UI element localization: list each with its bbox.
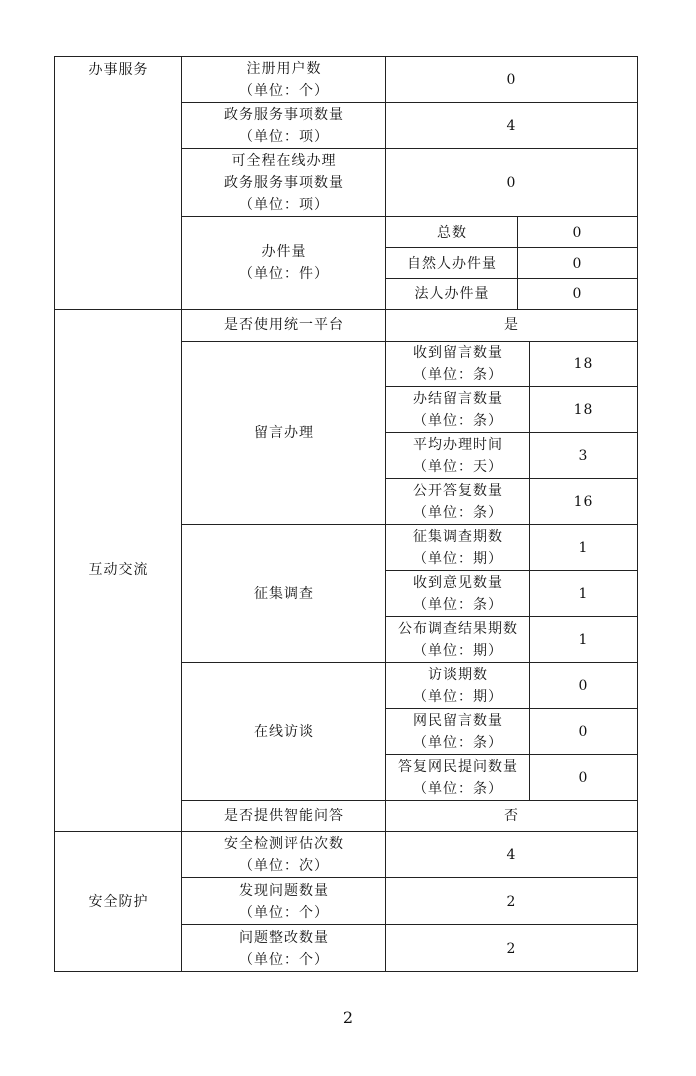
row-divider — [386, 247, 638, 248]
table-border-left — [54, 56, 55, 972]
row-divider — [182, 800, 638, 801]
row-divider — [55, 831, 638, 832]
survey-periods-value: 1 — [578, 540, 589, 556]
column-divider — [517, 217, 518, 309]
issues-found-label: 发现问题数量 （单位：个） — [239, 882, 329, 921]
row-divider — [182, 216, 638, 217]
messages-public-replies-label: 公开答复数量 （单位：条） — [413, 483, 503, 521]
row-divider — [386, 278, 638, 279]
online-items-value: 0 — [506, 175, 517, 191]
survey-group-label: 征集调查 — [254, 586, 314, 602]
column-divider — [385, 56, 386, 972]
unified-platform-label: 是否使用统一平台 — [224, 317, 344, 333]
messages-resolved-value: 18 — [573, 402, 594, 418]
cases-natural-value: 0 — [572, 255, 583, 272]
section-title-interaction: 互动交流 — [88, 562, 149, 578]
row-divider — [386, 386, 638, 387]
row-divider — [182, 148, 638, 149]
cases-natural-label: 自然人办件量 — [407, 255, 497, 272]
registered-users-label: 注册用户数 （单位：个） — [239, 61, 329, 99]
interview-answered-label: 答复网民提问数量 （单位：条） — [398, 759, 518, 797]
page-number: 2 — [342, 1008, 354, 1027]
interview-netizen-messages-label: 网民留言数量 （单位：条） — [413, 713, 503, 751]
row-divider — [182, 341, 638, 342]
interview-periods-label: 访谈期数 （单位：期） — [413, 667, 503, 705]
interview-group-label: 在线访谈 — [254, 724, 314, 740]
row-divider — [386, 570, 638, 571]
section-title-service: 办事服务 — [88, 62, 149, 78]
survey-periods-label: 征集调查期数 （单位：期） — [413, 529, 503, 567]
row-divider — [182, 877, 638, 878]
evaluations-value: 4 — [506, 846, 517, 863]
issues-fixed-value: 2 — [506, 940, 517, 957]
row-divider — [386, 432, 638, 433]
row-divider — [182, 662, 638, 663]
interview-periods-value: 0 — [578, 678, 589, 694]
survey-opinions-label: 收到意见数量 （单位：条） — [413, 575, 503, 613]
row-divider — [182, 102, 638, 103]
interview-answered-value: 0 — [578, 770, 589, 786]
smart-qa-value: 否 — [504, 808, 519, 824]
row-divider — [55, 309, 638, 310]
table-border-bottom — [55, 971, 638, 972]
column-divider — [181, 56, 182, 972]
issues-fixed-label: 问题整改数量 （单位：个） — [239, 929, 329, 968]
unified-platform-value: 是 — [504, 317, 519, 333]
column-divider — [529, 341, 530, 801]
row-divider — [386, 478, 638, 479]
cases-legal-value: 0 — [572, 286, 583, 302]
table-border-top — [55, 56, 638, 57]
table-border-right — [637, 56, 638, 972]
cases-total-value: 0 — [572, 224, 583, 241]
evaluations-label: 安全检测评估次数 （单位：次） — [224, 835, 344, 874]
issues-found-value: 2 — [506, 893, 517, 910]
messages-avg-time-value: 3 — [578, 448, 589, 464]
online-items-label: 可全程在线办理 政务服务事项数量 （单位：项） — [224, 153, 344, 213]
messages-received-value: 18 — [573, 356, 594, 372]
cases-legal-label: 法人办件量 — [414, 286, 490, 302]
messages-received-label: 收到留言数量 （单位：条） — [413, 345, 503, 383]
row-divider — [182, 524, 638, 525]
cases-total-label: 总数 — [437, 224, 467, 241]
registered-users-value: 0 — [506, 72, 517, 88]
messages-resolved-label: 办结留言数量 （单位：条） — [413, 391, 503, 429]
section-title-security: 安全防护 — [88, 893, 149, 910]
survey-results-value: 1 — [578, 632, 589, 648]
messages-group-label: 留言办理 — [254, 425, 314, 441]
row-divider — [386, 616, 638, 617]
interview-netizen-messages-value: 0 — [578, 724, 589, 740]
service-items-label: 政务服务事项数量 （单位：项） — [224, 107, 344, 145]
messages-avg-time-label: 平均办理时间 （单位：天） — [413, 437, 503, 475]
survey-results-label: 公布调查结果期数 （单位：期） — [398, 621, 518, 659]
cases-label: 办件量 （单位：件） — [239, 244, 329, 282]
row-divider — [386, 754, 638, 755]
row-divider — [386, 708, 638, 709]
smart-qa-label: 是否提供智能问答 — [224, 808, 344, 824]
messages-public-replies-value: 16 — [573, 494, 594, 510]
survey-opinions-value: 1 — [578, 586, 589, 602]
row-divider — [182, 924, 638, 925]
service-items-value: 4 — [506, 118, 517, 134]
